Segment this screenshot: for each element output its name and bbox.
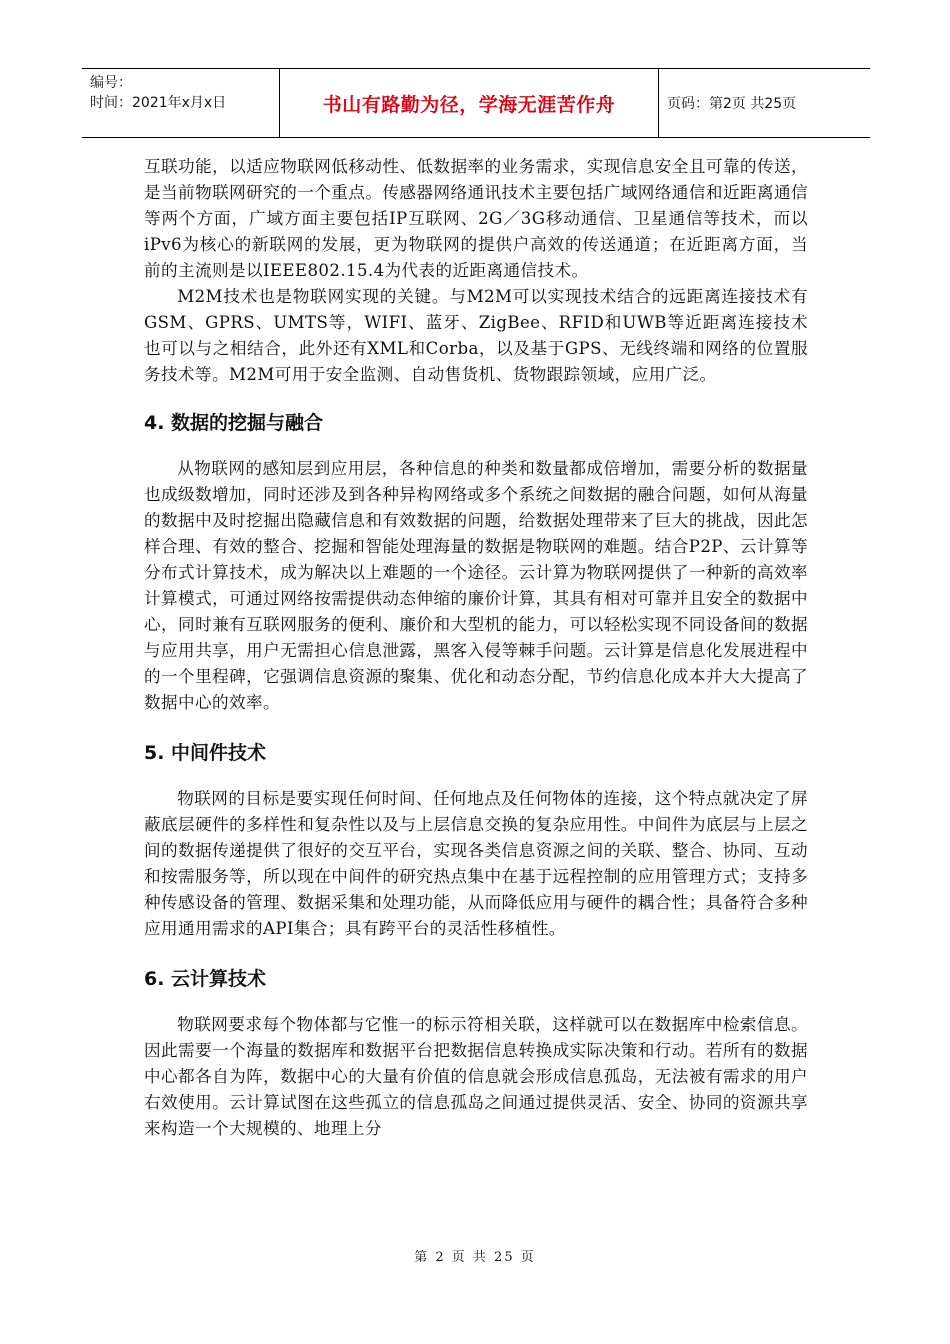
page-header	[82, 68, 870, 138]
paragraph-m2m: M2M技术也是物联网实现的关键。与M2M可以实现技术结合的远距离连接技术有GSM、GPRS、UMTS等，WIFI、蓝牙、ZigBee、RFID和UWB等近距离连接技术也可以与之相结合，此外还有XML和Corba，以及基于GPS、无线终端和网络的位置服务技术等。M2M可用于安全监测、自动售货机、货物跟踪领域，应用广泛。	[144, 287, 808, 384]
document-time-label: 时间：2021年x月x日	[90, 95, 227, 111]
paragraph-cloud-computing: 物联网要求每个物体都与它惟一的标示符相关联，这样就可以在数据库中检索信息。因此需要一个海量的数据库和数据平台把数据信息转换成实际决策和行动。若所有的数据中心都各自为阵，数据中心的大量有价值的信息就会形成信息孤岛，无法被有需求的用户右效使用。云计算试图在这些孤立的信息孤岛之间通过提供灵活、安全、协同的资源共享来构造一个大规模的、地理上分	[144, 1015, 808, 1138]
section-heading-cloud-computing: 6. 云计算技术	[144, 968, 267, 990]
header-page-label: 页码：第2页 共25页	[667, 96, 797, 112]
page-footer: 第 2 页 共 25 页	[414, 1250, 536, 1265]
paragraph-data-mining: 从物联网的感知层到应用层，各种信息的种类和数量都成倍增加，需要分析的数据量也成级数增加，同时还涉及到各种异构网络或多个系统之间数据的融合问题，如何从海量的数据中及时挖掘出隐藏信息和有效数据的问题，给数据处理带来了巨大的挑战，因此怎样合理、有效的整合、挖掘和智能处理海量的数据是物联网的难题。结合P2P、云计算等分布式计算技术，成为解决以上难题的一个途径。云计算为物联网提供了一种新的高效率计算模式，可通过网络按需提供动态伸缩的廉价计算，其具有相对可靠并且安全的数据中心，同时兼有互联网服务的便利、廉价和大型机的能力，可以轻松实现不同设备间的数据与应用共享，用户无需担心信息泄露，黑客入侵等棘手问题。云计算是信息化发展进程中的一个里程碑，它强调信息资源的聚集、优化和动态分配，节约信息化成本并大大提高了数据中心的效率。	[144, 459, 808, 712]
section-heading-middleware: 5. 中间件技术	[144, 742, 267, 764]
document-number-label: 编号：	[90, 75, 132, 91]
document-body	[144, 154, 808, 1142]
section-heading-data-mining: 4. 数据的挖掘与融合	[144, 412, 324, 434]
header-meta	[82, 69, 280, 137]
header-motto: 书山有路勤为径，学海无涯苦作舟	[280, 69, 659, 137]
paragraph-middleware: 物联网的目标是要实现任何时间、任何地点及任何物体的连接，这个特点就决定了屏蔽底层硬件的多样性和复杂性以及与上层信息交换的复杂应用性。中间件为底层与上层之间的数据传递提供了很好的交互平台，实现各类信息资源之间的关联、整合、协同、互动和按需服务等，所以现在中间件的研究热点集中在基于远程控制的应用管理方式；支持多种传感设备的管理、数据采集和处理功能，从而降低应用与硬件的耦合性；具备符合多种应用通用需求的API集合；具有跨平台的灵活性移植性。	[144, 789, 808, 938]
paragraph-network-communication: 互联功能，以适应物联网低移动性、低数据率的业务需求，实现信息安全且可靠的传送，是当前物联网研究的一个重点。传感器网络通讯技术主要包括广域网络通信和近距离通信等两个方面，广域方面主要包括IP互联网、2G／3G移动通信、卫星通信等技术，而以iPv6为核心的新联网的发展，更为物联网的提供户高效的传送通道；在近距离方面，当前的主流则是以IEEE802.15.4为代表的近距离通信技术。	[144, 157, 808, 280]
